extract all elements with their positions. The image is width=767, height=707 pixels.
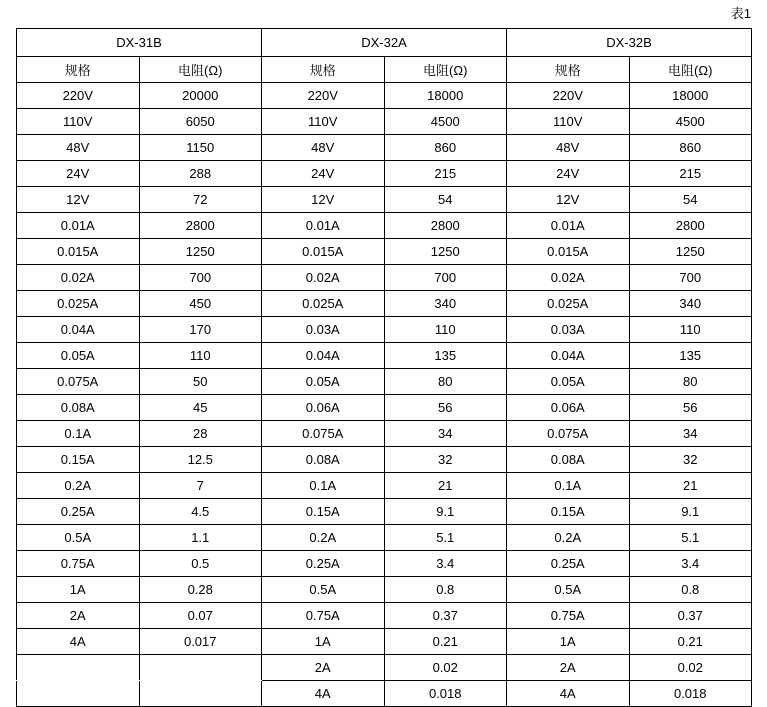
table-cell: 0.25A: [262, 551, 385, 577]
table-cell: 0.25A: [17, 499, 140, 525]
table-cell: 0.08A: [262, 447, 385, 473]
table-cell: 4500: [629, 109, 752, 135]
table-cell: 0.07: [139, 603, 262, 629]
table-cell: 0.21: [629, 629, 752, 655]
table-cell: 288: [139, 161, 262, 187]
table-cell: 0.75A: [262, 603, 385, 629]
table-cell-empty: [139, 681, 262, 707]
table-cell: 0.37: [384, 603, 507, 629]
table-cell: 2A: [507, 655, 630, 681]
table-row: [17, 577, 752, 603]
table-cell: 0.025A: [17, 291, 140, 317]
table-cell: 3.4: [384, 551, 507, 577]
table-cell: 12V: [507, 187, 630, 213]
table-cell: 0.01A: [262, 213, 385, 239]
table-cell: 0.75A: [17, 551, 140, 577]
table-cell: 340: [384, 291, 507, 317]
table-cell: 1A: [262, 629, 385, 655]
table-cell: 0.5A: [17, 525, 140, 551]
table-row: [17, 239, 752, 265]
table-cell: 135: [629, 343, 752, 369]
column-header-row: [17, 57, 752, 83]
table-cell: 18000: [629, 83, 752, 109]
table-cell: 0.37: [629, 603, 752, 629]
group-header-dx32b: DX-32B: [507, 29, 752, 57]
table-cell-empty: [17, 655, 140, 681]
table-cell: 0.8: [629, 577, 752, 603]
table-cell: 34: [384, 421, 507, 447]
column-header-resistance-2: 电阻(Ω): [384, 57, 507, 83]
table-cell: 54: [384, 187, 507, 213]
table-cell: 21: [384, 473, 507, 499]
table-cell: 0.02A: [17, 265, 140, 291]
table-cell: 0.018: [384, 681, 507, 707]
table-cell: 1250: [384, 239, 507, 265]
table-cell: 0.8: [384, 577, 507, 603]
table-cell: 1150: [139, 135, 262, 161]
table-cell: 0.1A: [507, 473, 630, 499]
table-cell: 0.5A: [262, 577, 385, 603]
table-cell-empty: [17, 681, 140, 707]
table-cell: 50: [139, 369, 262, 395]
table-row: [17, 525, 752, 551]
table-cell: 3.4: [629, 551, 752, 577]
table-row: [17, 369, 752, 395]
table-cell: 0.03A: [262, 317, 385, 343]
resistance-spec-table: [16, 28, 752, 707]
table-cell: 12.5: [139, 447, 262, 473]
table-cell: 0.28: [139, 577, 262, 603]
table-cell: 7: [139, 473, 262, 499]
table-cell: 2A: [17, 603, 140, 629]
column-header-resistance-1: 电阻(Ω): [139, 57, 262, 83]
table-cell: 0.05A: [507, 369, 630, 395]
table-cell: 20000: [139, 83, 262, 109]
table-row: [17, 265, 752, 291]
table-cell: 2800: [629, 213, 752, 239]
table-row: [17, 655, 752, 681]
table-cell: 1250: [629, 239, 752, 265]
table-cell: 0.04A: [262, 343, 385, 369]
table-row: [17, 447, 752, 473]
table-cell: 0.02A: [507, 265, 630, 291]
table-cell: 24V: [17, 161, 140, 187]
table-row: [17, 473, 752, 499]
table-cell: 220V: [17, 83, 140, 109]
table-cell: 48V: [507, 135, 630, 161]
table-cell: 1.1: [139, 525, 262, 551]
table-cell: 0.15A: [17, 447, 140, 473]
spec-table-container: [16, 28, 751, 707]
table-row: [17, 603, 752, 629]
table-cell: 0.015A: [262, 239, 385, 265]
table-cell: 4A: [17, 629, 140, 655]
table-cell: 0.5: [139, 551, 262, 577]
table-row: [17, 551, 752, 577]
table-cell: 700: [139, 265, 262, 291]
table-cell: 0.21: [384, 629, 507, 655]
column-header-spec-2: 规格: [262, 57, 385, 83]
table-row: [17, 161, 752, 187]
table-cell: 0.015A: [507, 239, 630, 265]
table-cell: 0.1A: [17, 421, 140, 447]
table-cell: 34: [629, 421, 752, 447]
table-cell: 1250: [139, 239, 262, 265]
table-row: [17, 291, 752, 317]
table-cell: 0.018: [629, 681, 752, 707]
table-header: [17, 29, 752, 83]
table-cell: 340: [629, 291, 752, 317]
table-cell: 21: [629, 473, 752, 499]
table-cell: 700: [629, 265, 752, 291]
table-cell: 24V: [262, 161, 385, 187]
column-header-spec-3: 规格: [507, 57, 630, 83]
table-cell: 0.017: [139, 629, 262, 655]
table-cell: 32: [384, 447, 507, 473]
table-cell: 215: [629, 161, 752, 187]
table-cell: 0.02A: [262, 265, 385, 291]
table-cell: 56: [384, 395, 507, 421]
table-cell: 220V: [262, 83, 385, 109]
table-cell: 110V: [17, 109, 140, 135]
table-cell: 54: [629, 187, 752, 213]
table-caption: 表1: [730, 6, 751, 21]
table-cell: 80: [384, 369, 507, 395]
table-cell: 110: [139, 343, 262, 369]
table-cell: 6050: [139, 109, 262, 135]
table-cell: 4.5: [139, 499, 262, 525]
table-cell: 56: [629, 395, 752, 421]
table-cell: 48V: [262, 135, 385, 161]
table-cell: 0.15A: [507, 499, 630, 525]
table-cell: 0.01A: [507, 213, 630, 239]
table-row: [17, 343, 752, 369]
table-row: [17, 421, 752, 447]
table-cell: 110: [629, 317, 752, 343]
table-cell: 0.08A: [507, 447, 630, 473]
table-cell: 860: [629, 135, 752, 161]
table-cell: 215: [384, 161, 507, 187]
table-cell: 4A: [507, 681, 630, 707]
group-header-row: [17, 29, 752, 57]
table-cell: 0.015A: [17, 239, 140, 265]
table-cell: 0.025A: [262, 291, 385, 317]
table-cell: 0.05A: [17, 343, 140, 369]
column-header-resistance-3: 电阻(Ω): [629, 57, 752, 83]
table-cell: 4A: [262, 681, 385, 707]
table-cell: 0.02: [384, 655, 507, 681]
table-cell: 0.06A: [507, 395, 630, 421]
table-cell: 72: [139, 187, 262, 213]
table-row: [17, 499, 752, 525]
table-cell: 0.25A: [507, 551, 630, 577]
table-cell: 80: [629, 369, 752, 395]
column-header-spec-1: 规格: [17, 57, 140, 83]
table-row: [17, 109, 752, 135]
table-cell: 9.1: [629, 499, 752, 525]
table-cell: 9.1: [384, 499, 507, 525]
table-body: [17, 83, 752, 707]
table-cell: 860: [384, 135, 507, 161]
table-row: [17, 135, 752, 161]
table-cell: 450: [139, 291, 262, 317]
table-cell: 110V: [507, 109, 630, 135]
table-row: [17, 629, 752, 655]
table-cell: 0.05A: [262, 369, 385, 395]
table-cell: 45: [139, 395, 262, 421]
table-row: [17, 83, 752, 109]
table-cell: 135: [384, 343, 507, 369]
table-cell: 0.03A: [507, 317, 630, 343]
table-cell: 110: [384, 317, 507, 343]
table-cell: 0.04A: [17, 317, 140, 343]
table-cell: 220V: [507, 83, 630, 109]
table-cell: 28: [139, 421, 262, 447]
table-cell: 0.075A: [262, 421, 385, 447]
table-cell-empty: [139, 655, 262, 681]
table-cell: 0.01A: [17, 213, 140, 239]
table-cell: 1A: [17, 577, 140, 603]
table-cell: 0.75A: [507, 603, 630, 629]
table-cell: 700: [384, 265, 507, 291]
table-row: [17, 317, 752, 343]
table-cell: 2800: [384, 213, 507, 239]
table-cell: 0.2A: [17, 473, 140, 499]
table-cell: 2800: [139, 213, 262, 239]
table-cell: 0.02: [629, 655, 752, 681]
table-row: [17, 681, 752, 707]
table-cell: 0.2A: [507, 525, 630, 551]
table-cell: 0.04A: [507, 343, 630, 369]
table-cell: 32: [629, 447, 752, 473]
table-cell: 170: [139, 317, 262, 343]
table-cell: 0.06A: [262, 395, 385, 421]
table-cell: 4500: [384, 109, 507, 135]
table-cell: 0.025A: [507, 291, 630, 317]
group-header-dx32a: DX-32A: [262, 29, 507, 57]
table-cell: 110V: [262, 109, 385, 135]
table-cell: 0.2A: [262, 525, 385, 551]
table-row: [17, 187, 752, 213]
table-cell: 12V: [17, 187, 140, 213]
table-cell: 5.1: [629, 525, 752, 551]
table-cell: 0.15A: [262, 499, 385, 525]
table-cell: 0.075A: [507, 421, 630, 447]
table-cell: 0.5A: [507, 577, 630, 603]
table-cell: 0.075A: [17, 369, 140, 395]
table-cell: 1A: [507, 629, 630, 655]
table-cell: 5.1: [384, 525, 507, 551]
group-header-dx31b: DX-31B: [17, 29, 262, 57]
table-cell: 0.08A: [17, 395, 140, 421]
table-cell: 24V: [507, 161, 630, 187]
table-cell: 0.1A: [262, 473, 385, 499]
table-row: [17, 395, 752, 421]
table-cell: 2A: [262, 655, 385, 681]
table-cell: 18000: [384, 83, 507, 109]
table-row: [17, 213, 752, 239]
table-cell: 48V: [17, 135, 140, 161]
table-cell: 12V: [262, 187, 385, 213]
